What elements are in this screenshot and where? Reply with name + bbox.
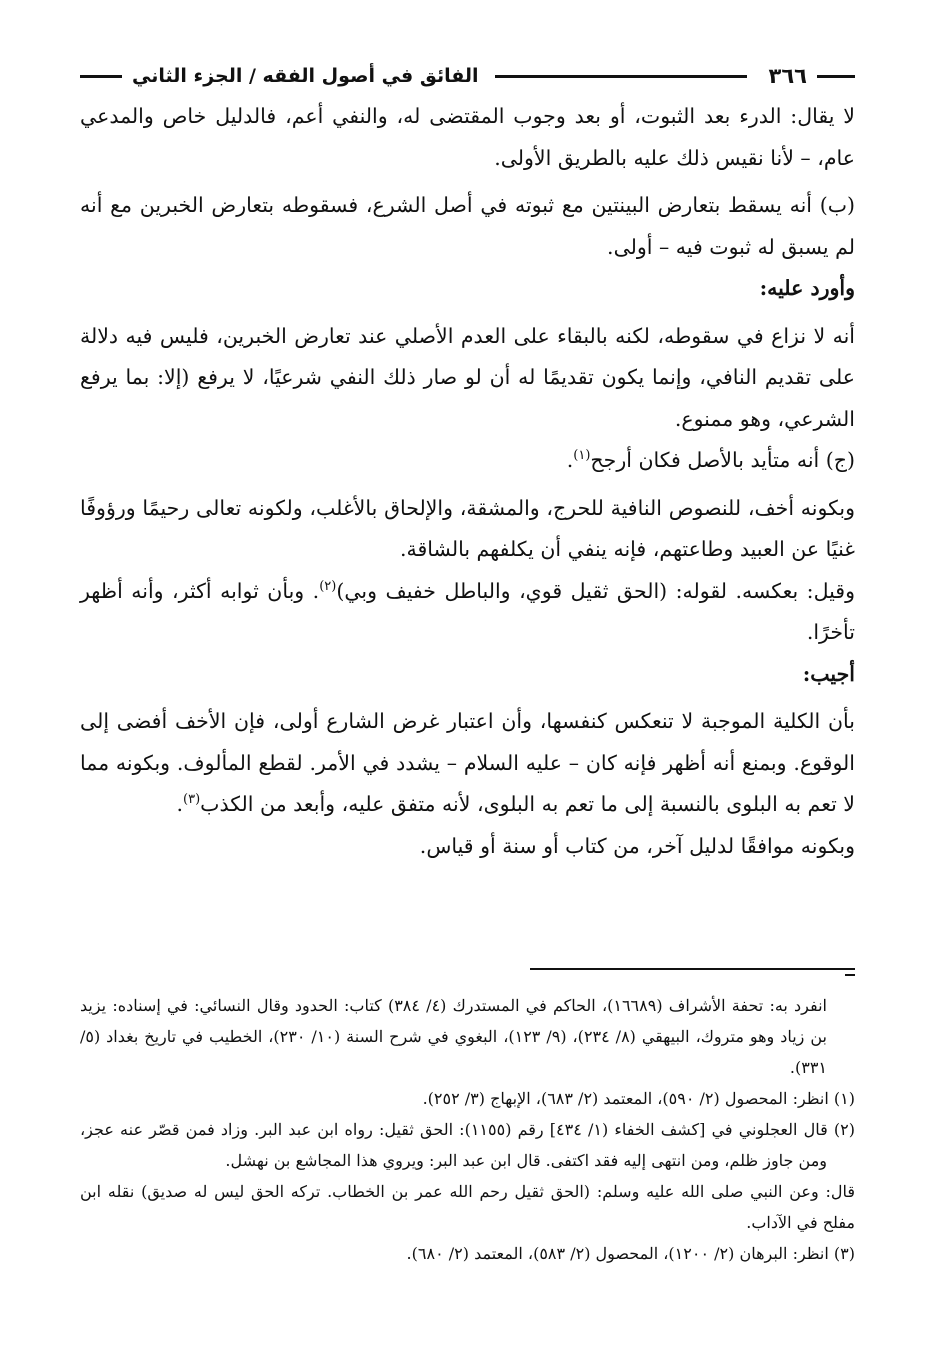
paragraph-5-text: (ج) أنه متأيد بالأصل فكان أرجح <box>590 448 855 472</box>
paragraph-5 <box>80 440 855 482</box>
paragraph-7-text-a: وقيل: بعكسه. لقوله: (الحق ثقيل قوي، والباطل خفيف وبي) <box>336 578 856 603</box>
paragraph-7 <box>80 571 855 654</box>
paragraph-9 <box>80 701 855 826</box>
footnote-2: (٢) قال العجلوني في [كشف الخفاء (١/ ٤٣٤] رقم (١١٥٥): الحق ثقيل: رواه ابن عبد البر. وزاد فمن قصّر عنه عجز، ومن جاوز ظلم، ومن انتهى إليه فقد اكتفى. قال ابن عبد البر: ويروي هذا المجاشع بن نهشل. <box>80 1120 856 1170</box>
paragraph-4: أنه لا نزاع في سقوطه، لكنه بالبقاء على العدم الأصلي عند تعارض الخبرين، فليس فيه دلالة على تقديم النافي، وإنما يكون تقديمًا له أن لو صار ذلك النفي شرعيًا، لا يرفع (إلا: بما يرفع الشرعي، وهو ممنوع. <box>80 323 855 431</box>
footnote-2-continued: قال: وعن النبي صلى الله عليه وسلم: (الحق ثقيل رحم الله عمر بن الخطاب. تركه الحق ليس له صديق) نقله ابن مفلح في الآداب. <box>80 1182 855 1232</box>
footnote-ref-2: (٢) <box>319 578 337 594</box>
footnote-3: (٣) انظر: البرهان (٢/ ١٢٠٠)، المحصول (٢/ ٥٨٣)، المعتمد (٢/ ٦٨٠). <box>406 1244 855 1263</box>
page-header <box>80 56 855 96</box>
footnote-separator-mark <box>845 974 855 976</box>
header-dash <box>817 75 855 78</box>
heading-answer: أجيب: <box>802 661 855 686</box>
footnote-ref-1: (١) <box>573 448 591 464</box>
footnote-ref-3: (٣) <box>183 792 201 808</box>
paragraph-7-text-b: . وبأن ثوابه أكثر، وأنه أظهر تأخرًا. <box>80 578 855 644</box>
main-text <box>80 96 855 867</box>
page-number: ٣٦٦ <box>768 64 807 88</box>
paragraph-5-end: . <box>566 448 574 472</box>
paragraph-10: وبكونه موافقًا لدليل آخر، من كتاب أو سنة أو قياس. <box>419 833 855 858</box>
header-rule <box>495 75 747 78</box>
paragraph-9-text-a: بأن الكلية الموجبة لا تنعكس كنفسها، وأن اعتبار غرض الشارع أولى، فإن الأخف أفضى إلى الوقوع. وبمنع أنه أظهر فإنه كان – عليه السلام – يشدد في الأمر. لقطع المألوف. وبكونه مما لا تعم به البلوى بالنسبة إلى ما تعم به البلوى، لأنه متفق عليه، وأبعد من الكذب <box>80 709 855 816</box>
footnote-1: (١) انظر: المحصول (٢/ ٥٩٠)، المعتمد (٢/ ٦٨٣)، الإبهاج (٣/ ٢٥٢). <box>422 1089 855 1108</box>
heading-objection: وأورد عليه: <box>759 276 855 300</box>
footnote-separator <box>530 968 855 970</box>
header-dash-end <box>80 75 122 78</box>
paragraph-2: (ب) أنه يسقط بتعارض البينتين مع ثبوته في أصل الشرع، فسقوطه بتعارض الخبرين مع أنه لم يسبق له ثبوت فيه – أولى. <box>80 193 855 259</box>
paragraph-1: لا يقال: الدرء بعد الثبوت، أو بعد وجوب المقتضى له، والنفي أعم، فالدليل خاص والمدعي عام، – لأنا نقيس ذلك عليه بالطريق الأولى. <box>80 104 855 170</box>
footnotes <box>80 990 855 1269</box>
footnote-continuation: انفرد به: تحفة الأشراف (١٦٦٨٩)، الحاكم في المستدرك (٤/ ٣٨٤) كتاب: الحدود وقال النسائي: في إسناده: يزيد بن زياد وهو متروك، البيهقي (٨/ ٢٣٤)، (٩/ ١٢٣)، البغوي في شرح السنة (١٠/ ٢٣٠)، الخطيب في تاريخ بغداد (٥/ ٣٣١). <box>80 996 828 1077</box>
running-title: الفائق في أصول الفقه / الجزء الثاني <box>132 65 479 87</box>
paragraph-6: وبكونه أخف، للنصوص النافية للحرج، والمشقة، والإلحاق بالأغلب، ولكونه تعالى رحيمًا ورؤوفًا غنيًا عن العبيد وطاعتهم، فإنه ينفي أن يكلفهم بالشاقة. <box>80 495 855 561</box>
paragraph-9-text-b: . <box>176 792 184 816</box>
